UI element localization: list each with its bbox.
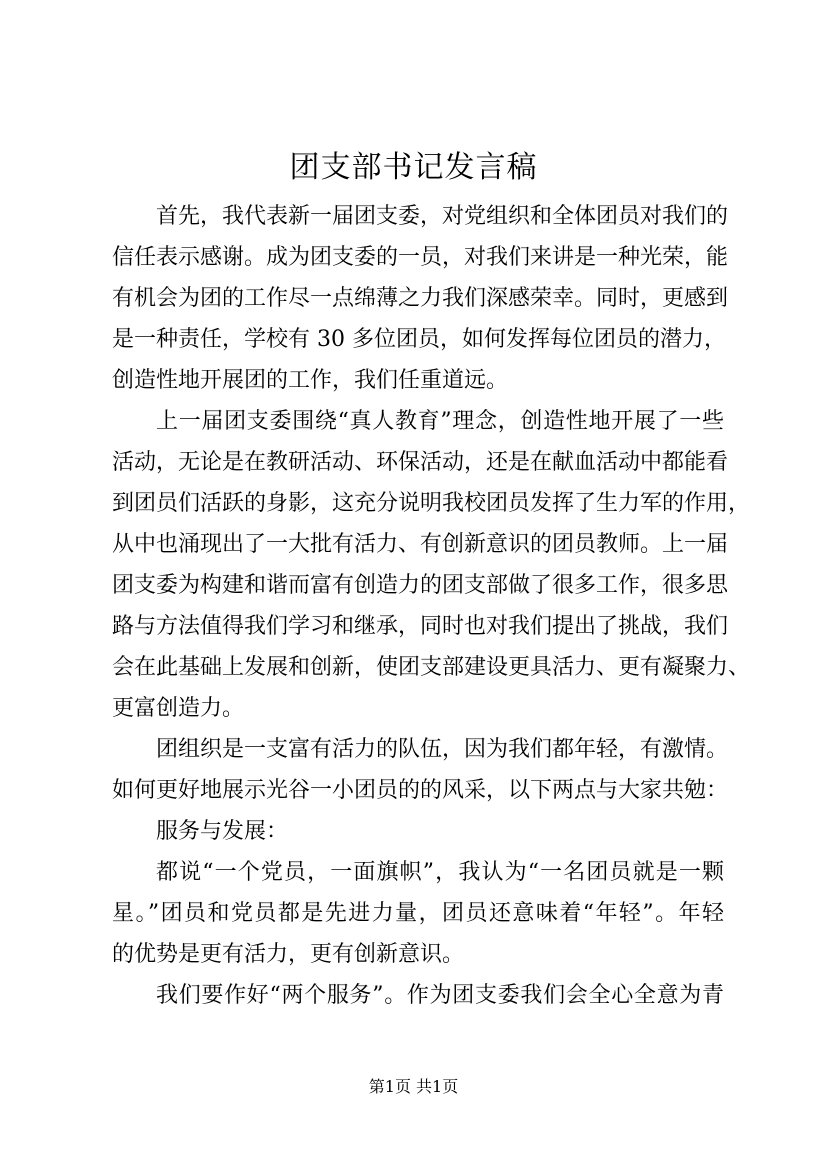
text-line xyxy=(112,237,729,278)
text-line xyxy=(112,852,724,893)
text-line xyxy=(112,893,724,934)
text-line-content: 团支委为构建和谐而富有创造力的团支部做了很多工作，很多思 xyxy=(112,573,729,598)
text-line-content: 服务与发展： xyxy=(156,819,289,844)
text-line xyxy=(112,524,729,565)
text-line xyxy=(112,483,751,524)
text-line-content: 的优势是更有活力，更有创新意识。 xyxy=(112,942,465,967)
text-line-content: 如何更好地展示光谷一小团员的的风采，以下两点与大家共勉： xyxy=(112,778,729,803)
text-line xyxy=(112,319,724,360)
text-line xyxy=(112,196,729,237)
text-line-content: 上一届团支委围绕“真人教育”理念，创造性地开展了一些 xyxy=(156,409,724,434)
text-line xyxy=(112,688,724,729)
text-line-content: 会在此基础上发展和创新，使团支部建设更具活力、更有凝聚力、 xyxy=(112,655,751,680)
text-line-content: 信任表示感谢。成为团支委的一员，对我们来讲是一种光荣，能 xyxy=(112,245,729,270)
text-line-content: 活动，无论是在教研活动、环保活动，还是在献血活动中都能看 xyxy=(112,450,729,475)
text-line xyxy=(112,606,729,647)
document-title: 团支部书记发言稿 xyxy=(289,150,538,185)
text-line xyxy=(112,565,729,606)
text-line xyxy=(112,401,724,442)
text-line-content: 路与方法值得我们学习和继承，同时也对我们提出了挑战，我们 xyxy=(112,614,729,639)
text-line xyxy=(112,278,729,319)
text-line-content: 从中也涌现出了一大批有活力、有创新意识的团员教师。上一届 xyxy=(112,532,729,557)
text-line xyxy=(112,975,724,1016)
text-line-content: 都说“一个党员，一面旗帜”，我认为“一名团员就是一颗 xyxy=(156,860,724,885)
text-line-content: 到团员们活跃的身影，这充分说明我校团员发挥了生力军的作用， xyxy=(112,491,751,516)
text-line xyxy=(112,647,751,688)
text-line-content: 更富创造力。 xyxy=(112,696,245,721)
text-line xyxy=(112,934,724,975)
text-line-content: 团组织是一支富有活力的队伍，因为我们都年轻，有激情。 xyxy=(156,737,729,762)
text-line-content: 星。”团员和党员都是先进力量，团员还意味着“年轻”。年轻 xyxy=(112,901,724,926)
text-line-content: 是一种责任，学校有 30 多位团员，如何发挥每位团员的潜力， xyxy=(112,327,726,352)
text-line xyxy=(112,770,729,811)
text-line xyxy=(112,811,724,852)
text-line-content: 首先，我代表新一届团支委，对党组织和全体团员对我们的 xyxy=(156,204,729,229)
text-line xyxy=(112,442,729,483)
text-line-content: 创造性地开展团的工作，我们任重道远。 xyxy=(112,368,509,393)
text-line-content: 有机会为团的工作尽一点绵薄之力我们深感荣幸。同时，更感到 xyxy=(112,286,729,311)
text-line-content: 我们要作好“两个服务”。作为团支委我们会全心全意为青 xyxy=(156,983,724,1008)
text-line xyxy=(112,729,729,770)
text-line xyxy=(112,360,724,401)
document-body xyxy=(112,196,751,1016)
page-footer: 第1页 共1页 xyxy=(368,1077,459,1096)
